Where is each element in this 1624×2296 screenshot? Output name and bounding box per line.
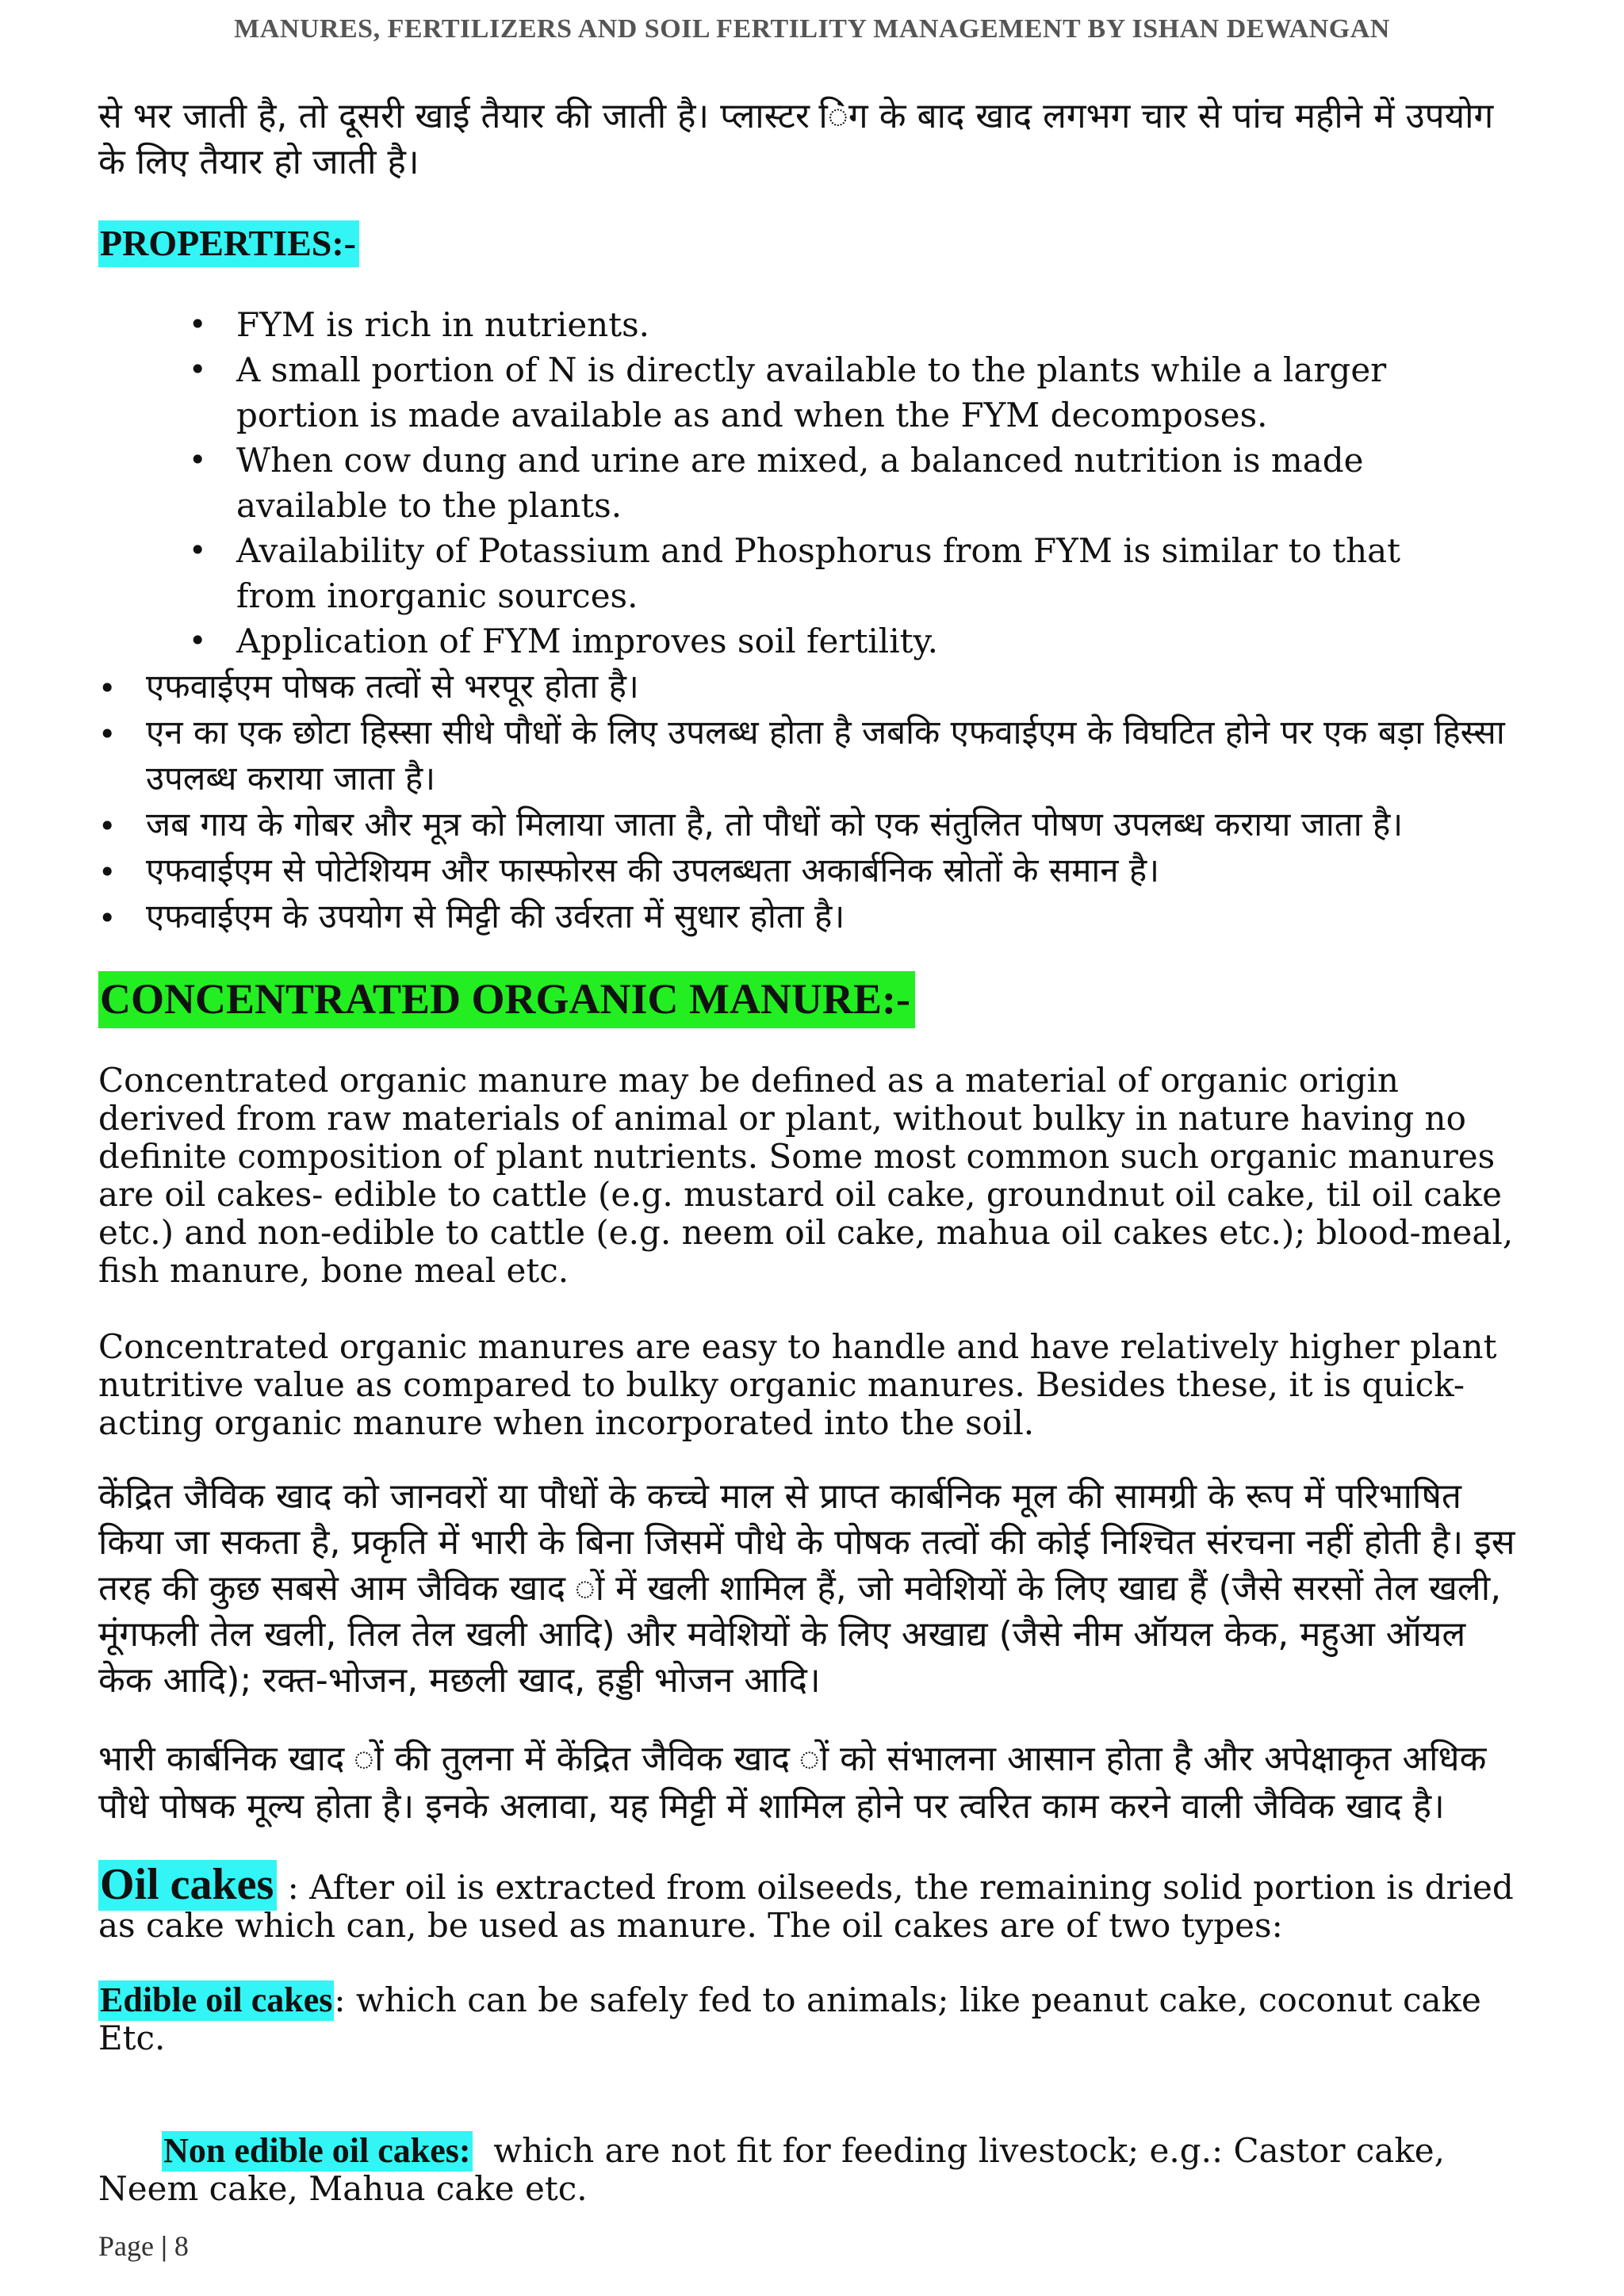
- properties-english-list: [189, 302, 1457, 664]
- list-item: • Availability of Potassium and Phosphorus from FYM is similar to that from inorganic sources.: [189, 528, 1457, 618]
- list-item: • When cow dung and urine are mixed, a balanced nutrition is made available to the plants.: [189, 438, 1457, 528]
- oil-cakes-paragraph: [98, 1860, 1526, 1945]
- properties-heading: PROPERTIES:-: [98, 220, 359, 267]
- non-edible-oil-cakes-paragraph: [98, 2094, 1526, 2246]
- page-separator: |: [160, 2230, 167, 2262]
- list-item: • एन का एक छोटा हिस्सा सीधे पौधों के लिए उपलब्ध होता है जबकि एफवाईएम के विघटित होने पर एक बड़ा हिस्सा उपलब्ध कराया जाता है।: [98, 710, 1526, 802]
- list-item: • एफवाईएम के उपयोग से मिट्टी की उर्वरता में सुधार होता है।: [98, 894, 1526, 939]
- list-item: • A small portion of N is directly available to the plants while a larger portion is made available as and when the FYM decomposes.: [189, 347, 1457, 438]
- com-paragraph-2-hindi: भारी कार्बनिक खाद ों की तुलना में केंद्रित जैविक खाद ों को संभालना आसान होता है और अपेक्षाकृत अधिक पौधे पोषक मूल्य होता है। इनके अलावा, यह मिट्टी में शामिल होने पर त्वरित काम करने वाली जैविक खाद है।: [98, 1739, 1487, 1827]
- oil-cakes-term: Oil cakes: [98, 1860, 277, 1911]
- com-paragraph-2: Concentrated organic manures are easy to handle and have relatively higher plant nutritive value as compared to bulky organic manures. Besides these, it is quick-acting organic manure when incorporated into the soil.: [98, 1327, 1497, 1442]
- concentrated-organic-manure-heading: CONCENTRATED ORGANIC MANURE:-: [98, 971, 915, 1028]
- list-item: • Application of FYM improves soil fertility.: [189, 618, 1457, 664]
- running-header: MANURES, FERTILIZERS AND SOIL FERTILITY MANAGEMENT BY ISHAN DEWANGAN: [234, 14, 1390, 44]
- list-item: • FYM is rich in nutrients.: [189, 302, 1457, 347]
- oil-cakes-definition: : After oil is extracted from oilseeds, the remaining solid portion is dried as cake which can, be used as manure. The oil cakes are of two types:: [98, 1868, 1514, 1945]
- list-item: • एफवाईएम से पोटेशियम और फास्फोरस की उपलब्धता अकार्बनिक स्रोतों के समान है।: [98, 848, 1526, 894]
- list-item: • जब गाय के गोबर और मूत्र को मिलाया जाता है, तो पौधों को एक संतुलित पोषण उपलब्ध कराया जाता है।: [98, 802, 1526, 848]
- properties-hindi-list: [98, 664, 1526, 939]
- intro-hindi-paragraph: से भर जाती है, तो दूसरी खाई तैयार की जाती है। प्लास्टर िंग के बाद खाद लगभग चार से पांच महीने में उपयोग के लिए तैयार हो जाती है।: [98, 96, 1494, 182]
- page-label: Page: [98, 2230, 154, 2262]
- non-edible-oil-cakes-term: Non edible oil cakes:: [163, 2131, 471, 2170]
- com-paragraph-1-hindi: केंद्रित जैविक खाद को जानवरों या पौधों के कच्चे माल से प्राप्त कार्बनिक मूल की सामग्री के रूप में परिभाषित किया जा सकता है, प्रकृति में भारी के बिना जिसमें पौधे के पोषक तत्वों की कोई निश्चित संरचना नहीं होती है। इस तरह की कुछ सबसे आम जैविक खाद ों में खली शामिल हैं, जो मवेशियों के लिए खाद्य हैं (जैसे सरसों तेल खली, मूंगफली तेल खली, तिल तेल खली आदि) और मवेशियों के लिए अखाद्य (जैसे नीम ऑयल केक, महुआ ऑयल केक आदि); रक्त-भोजन, मछली खाद, हड्डी भोजन आदि।: [98, 1476, 1515, 1701]
- edible-oil-cakes-paragraph: [98, 1981, 1526, 2057]
- page-footer: [98, 2229, 189, 2263]
- edible-oil-cakes-definition: : which can be safely fed to animals; like peanut cake, coconut cake Etc.: [98, 1980, 1481, 2057]
- edible-oil-cakes-term: Edible oil cakes: [100, 1980, 333, 2019]
- list-item: • एफवाईएम पोषक तत्वों से भरपूर होता है।: [98, 664, 1526, 710]
- non-edible-oil-cakes-definition: which are not fit for feeding livestock; e.g.: Castor cake, Neem cake, Mahua cake etc.: [98, 2131, 1456, 2208]
- page-content: [98, 86, 1526, 2246]
- page-number: 8: [174, 2230, 189, 2262]
- com-paragraph-1: Concentrated organic manure may be defined as a material of organic origin derived from raw materials of animal or plant, without bulky in nature having no definite composition of plant nutrients. Some most common such organic manures are oil cakes- edible to cattle (e.g. mustard oil cake, groundnut oil cake, til oil cake etc.) and non-edible to cattle (e.g. neem oil cake, mahua oil cakes etc.); blood-meal, fish manure, bone meal etc.: [98, 1061, 1514, 1290]
